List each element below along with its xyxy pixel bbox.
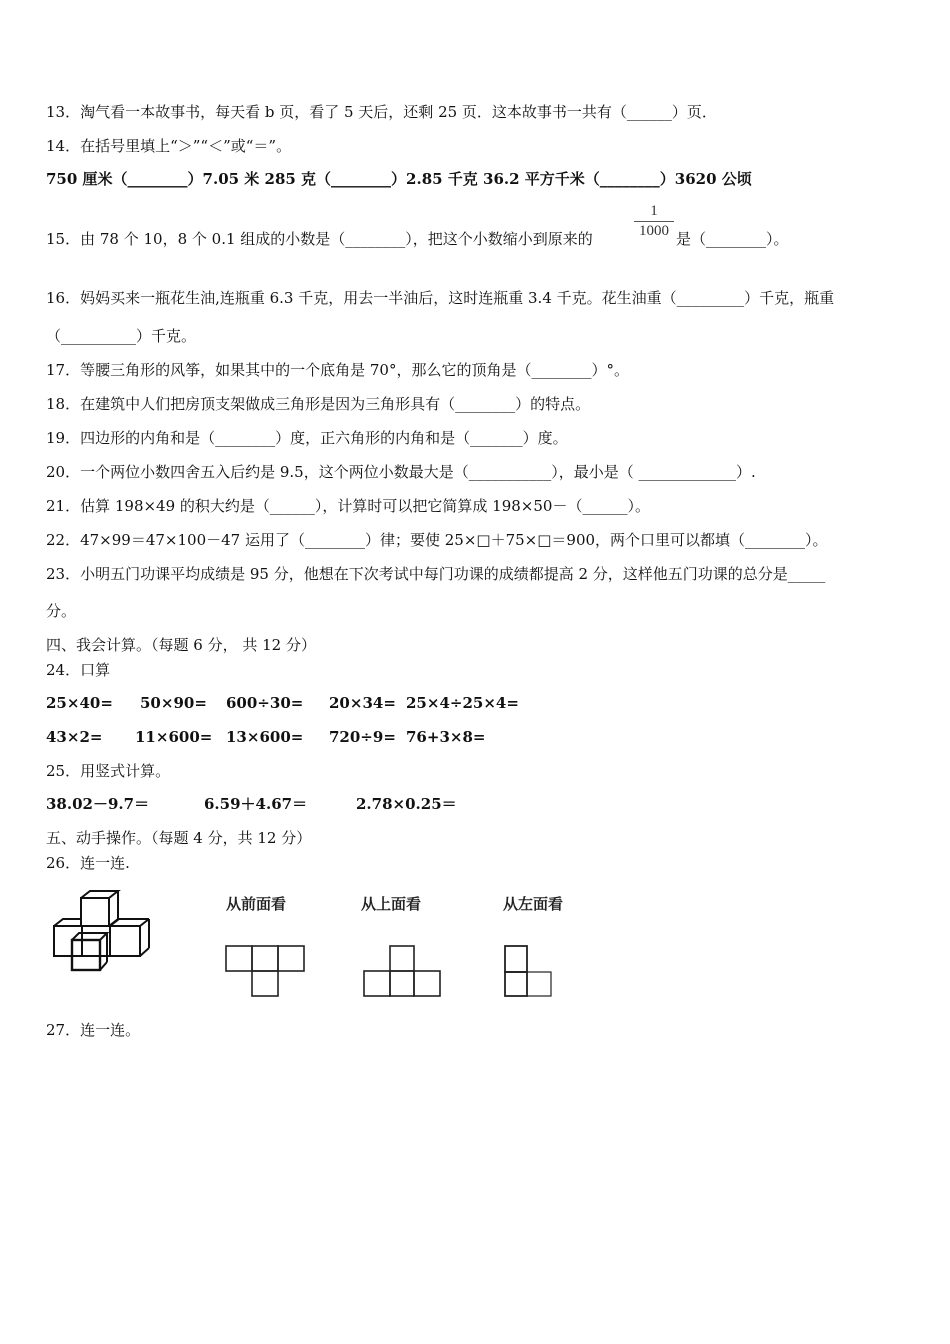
cube-stack-figure <box>46 888 156 978</box>
fraction-bar <box>634 221 674 222</box>
q22: 22．47×99＝47×100－47 运用了（________）律；要使 25×□＋75×□＝900，两个口里可以都填（________）。 <box>46 531 828 549</box>
section-5-heading: 五、动手操作。（每题 4 分，共 12 分） <box>46 829 312 847</box>
q23-text-b: 分。 <box>46 602 77 620</box>
q14-comparisons: 750 厘米（________）7.05 米 285 克（________）2.85 千克 36.2 平方千米（________）3620 公顷 <box>46 170 752 188</box>
q14: 14．在括号里填上“＞”“＜”或“＝”。 <box>46 137 292 155</box>
q25: 25．用竖式计算。 <box>46 762 171 780</box>
q13: 13．淘气看一本故事书，每天看 b 页，看了 5 天后，还剩 25 页．这本故事书一共有（______）页． <box>46 103 717 121</box>
q18: 18．在建筑中人们把房顶支架做成三角形是因为三角形具有（________）的特点。 <box>46 395 591 413</box>
oral-calc-item: 11×600= <box>135 728 213 746</box>
top-view-shape <box>360 942 446 1000</box>
oral-calc-item: 13×600= <box>226 728 304 746</box>
oral-calc-item: 600÷30= <box>226 694 304 712</box>
q16-text-b: （__________）千克。 <box>46 327 197 345</box>
vertical-calc-item: 38.02－9.7＝ <box>46 795 150 813</box>
oral-calc-item: 25×4÷25×4= <box>406 694 519 712</box>
q15-text-b: 是（________）。 <box>676 230 789 248</box>
q15-fraction <box>634 203 674 240</box>
q27: 27．连一连。 <box>46 1021 141 1039</box>
oral-calc-item: 43×2= <box>46 728 103 746</box>
q21: 21．估算 198×49 的积大约是（______），计算时可以把它简算成 198×50－（______）。 <box>46 497 650 515</box>
q20: 20．一个两位小数四舍五入后约是 9.5，这个两位小数最大是（___________），最小是（ _____________）. <box>46 463 756 481</box>
oral-calc-item: 25×40= <box>46 694 113 712</box>
q24: 24．口算 <box>46 661 111 679</box>
vertical-calc-item: 2.78×0.25＝ <box>356 795 457 813</box>
view-label-left: 从左面看 <box>503 895 564 913</box>
oral-calc-item: 76+3×8= <box>406 728 486 746</box>
left-view-shape <box>500 942 560 1002</box>
front-view-shape <box>222 942 308 1000</box>
q23-text-a: 23．小明五门功课平均成绩是 95 分，他想在下次考试中每门功课的成绩都提高 2 分，这样他五门功课的总分是_____ <box>46 565 826 583</box>
q19: 19．四边形的内角和是（________）度，正六角形的内角和是（_______）度。 <box>46 429 568 447</box>
vertical-calc-item: 6.59＋4.67＝ <box>204 795 308 813</box>
q17: 17．等腰三角形的风筝，如果其中的一个底角是 70°，那么它的顶角是（________）°。 <box>46 361 629 379</box>
oral-calc-item: 720÷9= <box>329 728 396 746</box>
q26: 26．连一连. <box>46 854 130 872</box>
q16-text-a: 16．妈妈买来一瓶花生油,连瓶重 6.3 千克，用去一半油后，这时连瓶重 3.4 千克。花生油重（_________）千克，瓶重 <box>46 289 835 307</box>
q15-text-a: 15．由 78 个 10，8 个 0.1 组成的小数是（________），把这个小数缩小到原来的 <box>46 230 593 248</box>
fraction-numerator: 1 <box>650 203 658 219</box>
fraction-denominator: 1000 <box>639 223 669 239</box>
section-4-heading: 四、我会计算。（每题 6 分， 共 12 分） <box>46 636 316 654</box>
oral-calc-item: 50×90= <box>140 694 207 712</box>
oral-calc-item: 20×34= <box>329 694 396 712</box>
view-label-top: 从上面看 <box>361 895 422 913</box>
view-label-front: 从前面看 <box>226 895 287 913</box>
